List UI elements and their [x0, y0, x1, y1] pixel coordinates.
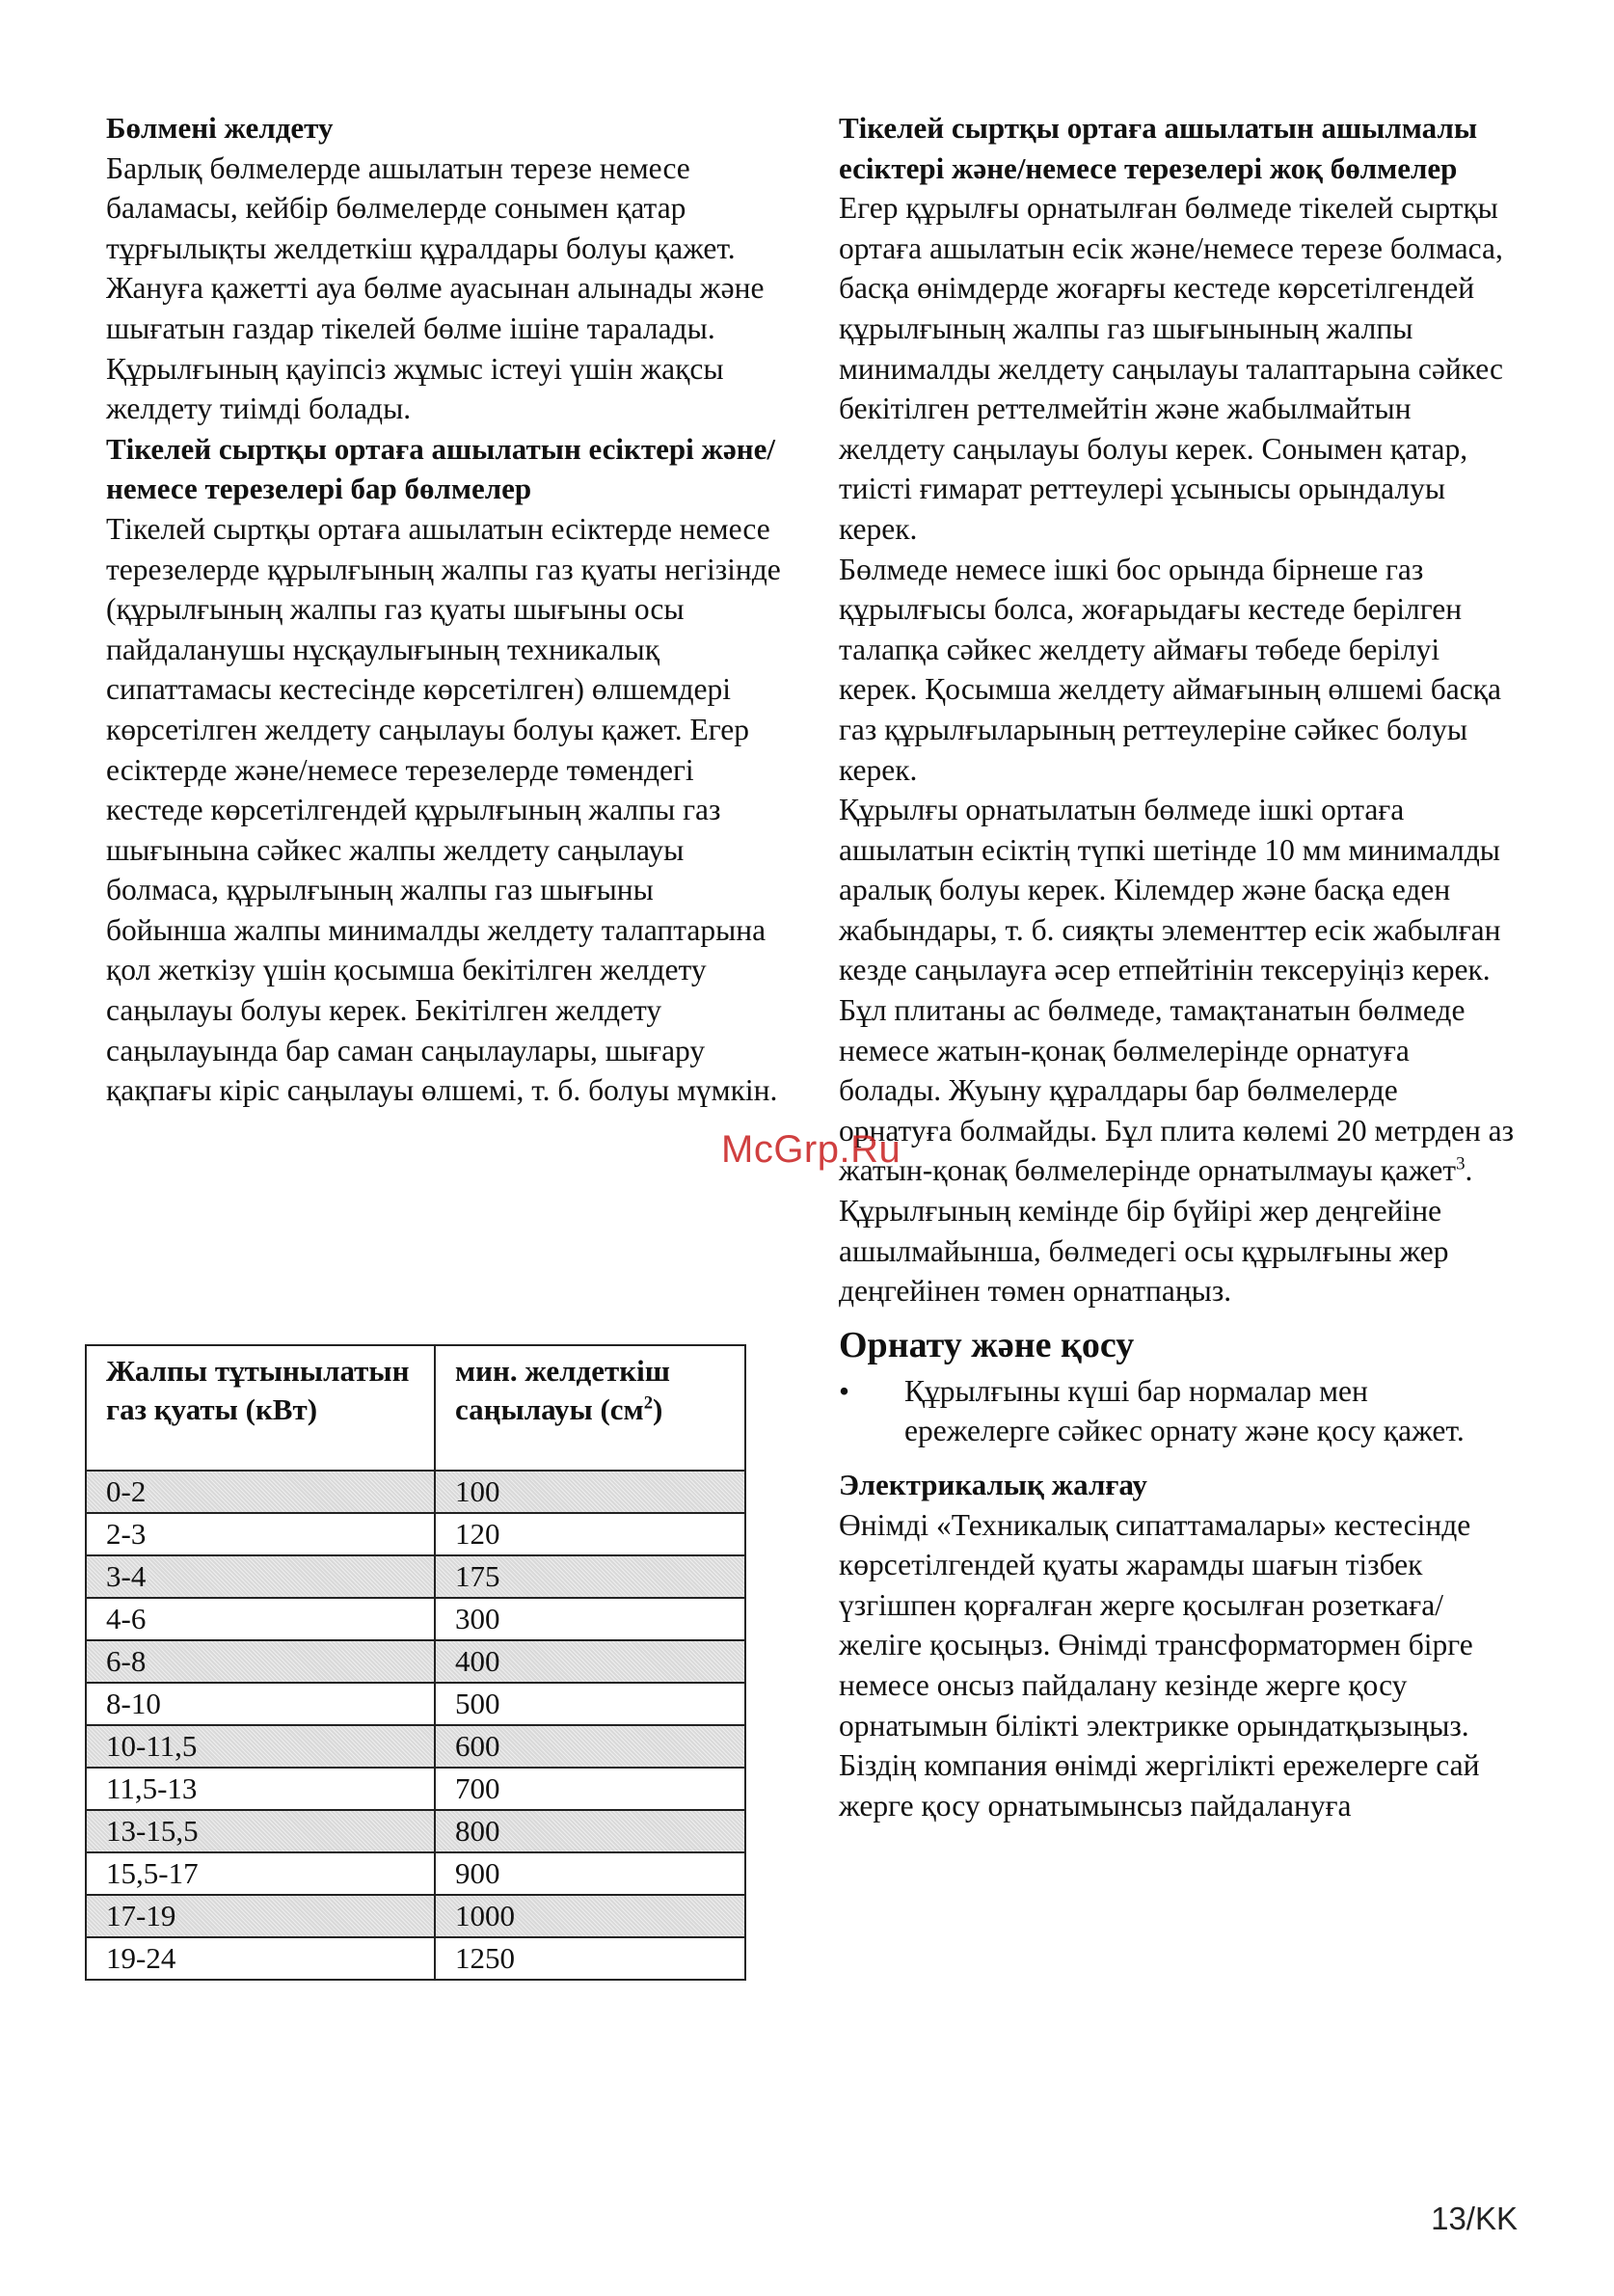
cell-value: 400 — [435, 1640, 745, 1683]
section-heading-electrical: Электрикалық жалғау — [839, 1468, 1147, 1501]
cell-value: 1000 — [435, 1895, 745, 1937]
watermark: McGrp.Ru — [721, 1128, 901, 1171]
table-row — [86, 1683, 745, 1725]
paragraph-fixed-vent: Егер құрылғы орнатылған бөлмеде тікелей сыртқы ортаға ашылатын есік және/немесе терезе болмаса, басқа өнімдерде жоғарғы кестеде көрсетілгендей құрылғының жалпы газ шығынының жалпы минималды желдету саңылауы талаптарына сәйкес бекітілген реттелмейтін және жабылмайтын желдету саңылауы болуы керек. Сонымен қатар, тиісті ғимарат реттеулері ұсынысы орындалуы керек. — [839, 191, 1503, 546]
cell-value: 800 — [435, 1810, 745, 1852]
cell-value: 700 — [435, 1768, 745, 1810]
cell-value: 900 — [435, 1852, 745, 1895]
cell-range: 15,5-17 — [86, 1852, 435, 1895]
paragraph-openings-requirements: Тікелей сыртқы ортаға ашылатын есіктерде немесе терезелерде құрылғының жалпы газ қуаты негізінде (құрылғының жалпы газ қуаты шығыны осы пайдаланушы нұсқаулығының техникалық сипаттамасы кестесінде көрсетілген) өлшемдері көрсетілген желдету саңылауы болуы қажет. Егер есіктерде және/немесе терезелерде төмендегі кестеде көрсетілгендей құрылғының жалпы газ шығынына сәйкес жалпы желдету саңылауы болмаса, құрылғының жалпы газ шығыны бойынша жалпы минималды желдету талаптарына қол жеткізу үшін қосымша бекітілген желдету саңылауы болуы керек. Бекітілген желдету саңылауында бар саман саңылаулары, шығару қақпағы кіріс саңылауы өлшемі, т. б. болуы мүмкін. — [106, 511, 781, 1108]
cell-range: 19-24 — [86, 1937, 435, 1980]
table-row — [86, 1471, 745, 1513]
table-row — [86, 1725, 745, 1768]
table-row — [86, 1513, 745, 1555]
paragraph-ground-level: Құрылғының кемінде бір бүйірі жер деңгейіне ашылмайынша, бөлмедегі осы құрылғыны жер деңгейінен төмен орнатпаңыз. — [839, 1194, 1449, 1309]
header-gas-power: Жалпы тұтынылатын газ қуаты (кВт) — [86, 1345, 435, 1471]
section-heading-room-ventilation: Бөлмені желдету — [106, 111, 334, 145]
cell-value: 1250 — [435, 1937, 745, 1980]
cell-range: 6-8 — [86, 1640, 435, 1683]
paragraph-door-gap: Құрылғы орнатылатын бөлмеде ішкі ортаға ашылатын есіктің түпкі шетінде 10 мм минималды аралық болуы керек. Кілемдер және басқа еден жабындары, т. б. сияқты элементтер есік жабылған кезде саңылауға әсер етпейтінін тексеруіңіз керек. — [839, 793, 1501, 987]
cell-value: 500 — [435, 1683, 745, 1725]
section-heading-rooms-with-openings: Тікелей сыртқы ортаға ашылатын есіктері және/немесе терезелері бар бөлмелер — [106, 431, 775, 506]
bullet-item — [839, 1371, 1519, 1451]
ventilation-table — [85, 1344, 746, 1981]
right-column — [839, 108, 1519, 1825]
cell-range: 17-19 — [86, 1895, 435, 1937]
cell-value: 600 — [435, 1725, 745, 1768]
cell-value: 120 — [435, 1513, 745, 1555]
cell-range: 11,5-13 — [86, 1768, 435, 1810]
section-heading-installation: Орнату және қосу — [839, 1324, 1135, 1365]
cell-range: 0-2 — [86, 1471, 435, 1513]
header-min-vent-area: мин. желдеткіш саңылауы $(см^2)$ — [435, 1345, 745, 1471]
cell-value: 100 — [435, 1471, 745, 1513]
left-column — [106, 108, 781, 1111]
cell-range: 2-3 — [86, 1513, 435, 1555]
paragraph-installation-rooms: Бұл плитаны ас бөлмеде, тамақтанатын бөлмеде немесе жатын-қонақ бөлмелерінде орнатуға болады. Жуыну құралдары бар бөлмелерде орнатуға болмайды. Бұл плита көлемі 20 метрден аз жатын-қонақ бөлмелерінде орнатылмауы қажет$^3$. — [839, 993, 1515, 1188]
table-row — [86, 1768, 745, 1810]
table-row — [86, 1852, 745, 1895]
table-row — [86, 1598, 745, 1640]
table-row — [86, 1810, 745, 1852]
cell-value: 175 — [435, 1555, 745, 1598]
cell-value: 300 — [435, 1598, 745, 1640]
section-heading-rooms-without-openings: Тікелей сыртқы ортаға ашылатын ашылмалы есіктері және/немесе терезелері жоқ бөлмелер — [839, 111, 1478, 185]
table-header-row — [86, 1345, 745, 1471]
table-row — [86, 1555, 745, 1598]
cell-range: 8-10 — [86, 1683, 435, 1725]
cell-range: 10-11,5 — [86, 1725, 435, 1768]
cell-range: 4-6 — [86, 1598, 435, 1640]
table-row — [86, 1937, 745, 1980]
page-number: 13/KK — [1431, 2201, 1518, 2236]
table-row — [86, 1895, 745, 1937]
paragraph-ventilation-intro: Барлық бөлмелерде ашылатын терезе немесе баламасы, кейбір бөлмелерде сонымен қатар тұрғылықты желдеткіш құралдары болуы қажет. Жануға қажетті ауа бөлме ауасынан алынады және шығатын газдар тікелей бөлме ішіне таралады. Құрылғының қауіпсіз жұмыс істеуі үшін жақсы желдету тиімді болады. — [106, 150, 765, 426]
cell-range: 3-4 — [86, 1555, 435, 1598]
bullet-text: Құрылғыны күші бар нормалар мен ережелерге сәйкес орнату және қосу қажет. — [904, 1373, 1465, 1448]
paragraph-multiple-appliances: Бөлмеде немесе ішкі бос орында бірнеше газ құрылғысы болса, жоғарыдағы кестеде берілген талапқа сәйкес желдету аймағы төбеде берілуі керек. Қосымша желдету аймағының өлшемі басқа газ құрылғыларының реттеулеріне сәйкес болуы керек. — [839, 552, 1501, 787]
table-row — [86, 1640, 745, 1683]
bullet-marker: • — [839, 1373, 850, 1408]
cell-range: 13-15,5 — [86, 1810, 435, 1852]
paragraph-electrical: Өнімді «Техникалық сипаттамалары» кестесінде көрсетілгендей қуаты жарамды шағын тізбек үзгішпен қорғалған жерге қосылған розеткаға/желіге қосыңыз. Өнімді трансформатормен бірге немесе онсыз пайдалану кезінде жерге қосу орнатымын білікті электрикке орындатқызыңыз. Біздің компания өнімді жергілікті ережелерге сай жерге қосу орнатымынсыз пайдалануға — [839, 1507, 1480, 1823]
